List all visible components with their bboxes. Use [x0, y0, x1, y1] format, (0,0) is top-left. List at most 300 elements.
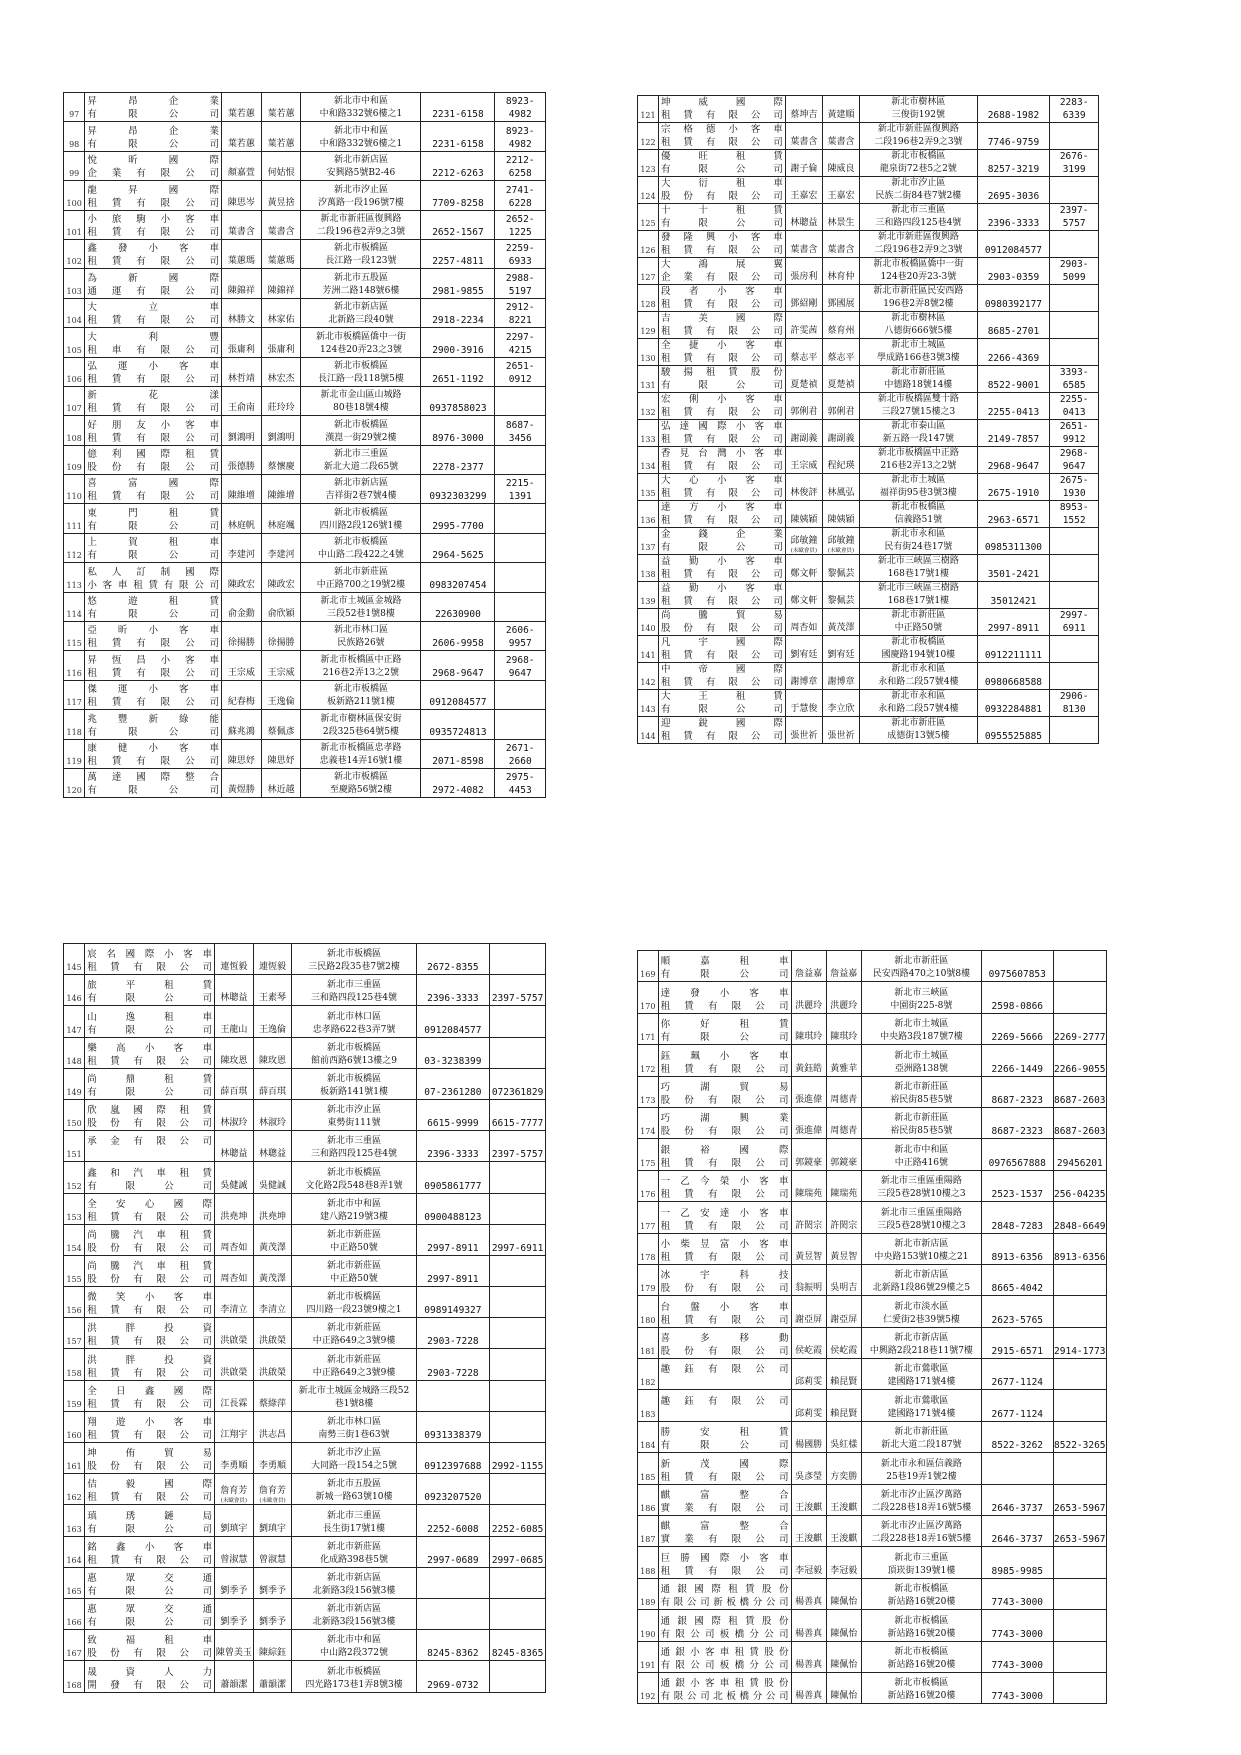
phone: 2266-4369 — [977, 339, 1050, 366]
company-name-char: 限 — [728, 191, 738, 202]
company-name-char: 車 — [209, 360, 220, 372]
address-line-1: 新北市板橋區忠孝路 — [320, 742, 402, 753]
company-name-line-2 — [87, 1117, 212, 1130]
table-row — [638, 1421, 1107, 1452]
company-name-line-1 — [87, 331, 219, 344]
company-name-char: 宇 — [700, 1270, 710, 1282]
row-number: 163 — [64, 1505, 85, 1536]
company-name-char: 公 — [755, 1395, 765, 1407]
phone-secondary: 2652-1225 — [495, 210, 546, 239]
contact-name: 李冠毅 — [830, 1565, 858, 1576]
company-name-char: 司 — [778, 1503, 789, 1515]
company-name-char: 昂 — [128, 96, 138, 108]
company-name-char: 有 — [705, 515, 716, 526]
address — [301, 651, 421, 680]
company-name-char: 司 — [202, 1086, 213, 1098]
representative — [215, 944, 254, 975]
representative — [222, 504, 262, 533]
company-name-char: 公 — [755, 1503, 765, 1515]
company-name-char: 賃 — [684, 1565, 694, 1577]
company-name-char: 通 — [202, 1604, 213, 1616]
company-name-line-2 — [87, 608, 219, 621]
representative — [222, 210, 262, 239]
company-name — [85, 768, 222, 797]
representative — [222, 357, 262, 386]
phone-secondary: 2653-5967 — [1053, 1484, 1106, 1515]
company-name-line-2 — [661, 649, 783, 662]
phone-secondary: 2255-0413 — [1050, 393, 1099, 420]
row-number: 191 — [638, 1641, 659, 1672]
company-name-char: 司 — [705, 1659, 715, 1671]
company-name-char: 限 — [125, 1086, 136, 1098]
company-name-line-2 — [661, 1690, 789, 1703]
company-name-char: 限 — [728, 461, 738, 472]
company-name-char: 大 — [660, 178, 671, 189]
phone-secondary — [1050, 285, 1099, 312]
phone: 2903-7228 — [416, 1349, 489, 1380]
phone-secondary: 2975-4453 — [495, 768, 546, 797]
address — [861, 1484, 981, 1515]
representative-name: 陳思妤 — [227, 755, 255, 766]
representative-name: 吳健誠 — [220, 1180, 248, 1191]
company-name-char: 限 — [728, 407, 738, 418]
company-name-char: 賃 — [683, 461, 693, 472]
row-number: 134 — [638, 447, 659, 474]
address — [861, 1359, 981, 1390]
address-line-1: 新北市汐止區汐萬路 — [880, 1490, 962, 1501]
phone: 2623-5765 — [981, 1296, 1053, 1327]
contact-person — [822, 177, 859, 204]
representative — [222, 651, 262, 680]
company-name-char: 業 — [683, 272, 693, 283]
representative-name: 吳彥瑩 — [795, 1471, 823, 1482]
representative-name: 楊善真 — [795, 1628, 823, 1639]
company-name — [85, 1630, 215, 1661]
company-name-char: 銀 — [677, 1615, 688, 1627]
company-name-char: 有 — [87, 109, 97, 121]
company-name-char: 賃 — [111, 697, 122, 709]
company-name-char: 有 — [87, 138, 97, 150]
company-name-char: 公 — [179, 1367, 189, 1379]
representative — [215, 1411, 254, 1442]
company-name-char: 公 — [164, 1523, 174, 1535]
company-name-char: 股 — [750, 367, 761, 378]
row-number: 182 — [638, 1359, 659, 1390]
company-name-char: 投 — [164, 1323, 174, 1335]
table-row — [638, 204, 1099, 231]
address-line-1: 新北市汐止區汐萬路 — [880, 1521, 962, 1532]
company-name-char: 國 — [735, 313, 746, 324]
company-name-char: 司 — [209, 403, 220, 415]
representative — [222, 739, 262, 768]
company-name-char: 車 — [202, 1042, 213, 1054]
contact-person — [261, 181, 301, 210]
company-name-char: 整 — [739, 1521, 750, 1533]
address-line-2: 忠義巷14弄16號1樓 — [319, 755, 403, 766]
contact-person — [822, 231, 859, 258]
representative — [791, 1233, 826, 1264]
company-name-char: 股 — [764, 1678, 774, 1690]
company-name-char: 新 — [713, 1597, 723, 1609]
representative — [791, 1013, 826, 1044]
company-name-char: 賃 — [683, 299, 693, 310]
representative-name: 陳曾美玉 — [215, 1648, 252, 1659]
company-name-char: 租 — [87, 1211, 97, 1223]
row-number: 157 — [64, 1318, 85, 1349]
company-name-line-1 — [661, 1018, 789, 1031]
company-name-char: 達 — [719, 1207, 730, 1219]
company-name-line-2 — [661, 622, 783, 635]
company-name — [85, 1068, 215, 1099]
company-name-char: 股 — [660, 1283, 671, 1295]
company-name-char: 賃 — [110, 1055, 120, 1067]
company-name-char: 賃 — [110, 1305, 120, 1317]
representative — [785, 204, 822, 231]
company-name-char: 限 — [128, 520, 138, 532]
company-name-char: 租 — [87, 962, 97, 974]
company-name-char: 公 — [735, 380, 746, 391]
registry-table-block-3 — [63, 943, 546, 1693]
phone: 7743-3000 — [981, 1610, 1053, 1641]
phone: 2688-1982 — [977, 96, 1050, 123]
row-number: 133 — [638, 420, 659, 447]
company-name-line-1 — [87, 654, 219, 667]
company-name-char: 國 — [168, 184, 179, 196]
table-row — [638, 1045, 1107, 1076]
representative — [785, 582, 822, 609]
company-name-char: 發 — [660, 232, 671, 243]
company-name-char: 租 — [87, 1430, 97, 1441]
company-name-char: 喜 — [660, 1333, 671, 1345]
company-name-char: 小 — [739, 1552, 750, 1564]
company-name-char: 騰 — [110, 1229, 120, 1241]
company-name-char: 司 — [209, 256, 220, 268]
representative-name: 林俊評 — [790, 488, 818, 498]
address — [301, 298, 421, 327]
representative-name: 陳琪玲 — [795, 1032, 823, 1043]
address-line-2: 板新路141號1樓 — [320, 1086, 388, 1097]
company-name-char: 限 — [156, 962, 166, 974]
company-name — [658, 1610, 791, 1641]
table-row — [64, 944, 546, 975]
company-name-line-1 — [661, 582, 783, 595]
company-name-line-2 — [661, 703, 783, 716]
address-line-2: 二段196巷2弄9之3號 — [316, 226, 406, 237]
company-name-char: 賃 — [110, 1492, 120, 1504]
table-row — [638, 582, 1099, 609]
representative — [215, 1661, 254, 1692]
company-name-char: 豐 — [209, 331, 220, 343]
representative — [222, 768, 262, 797]
phone-secondary: 2741-6228 — [495, 181, 546, 210]
company-name — [85, 269, 222, 298]
company-name-char: 公 — [168, 109, 179, 121]
contact-person — [826, 1610, 861, 1641]
company-name-char: 限 — [731, 1503, 742, 1515]
company-name-char: 龍 — [87, 184, 97, 196]
company-name-char: 力 — [202, 1666, 213, 1678]
phone-secondary — [490, 1318, 546, 1349]
row-number: 188 — [638, 1547, 659, 1578]
company-name — [658, 1641, 791, 1672]
company-name — [85, 1255, 215, 1286]
representative — [222, 475, 262, 504]
company-name-char: 限 — [160, 638, 171, 650]
company-name-char: 租 — [660, 326, 671, 337]
company-name-char: 賃 — [683, 596, 693, 607]
representative — [222, 181, 262, 210]
company-name — [658, 690, 785, 717]
company-name-line-1 — [87, 301, 219, 314]
company-name-char: 車 — [778, 1050, 789, 1062]
company-name-char: 租 — [87, 373, 97, 385]
table-row — [638, 951, 1107, 982]
phone-secondary: 8953-1552 — [1050, 501, 1099, 528]
row-number: 180 — [638, 1296, 659, 1327]
company-name-char: 公 — [755, 1251, 765, 1263]
representative-name: 鄧紹剛 — [790, 299, 818, 309]
representative — [215, 1536, 254, 1567]
company-name-line-1 — [87, 1634, 212, 1647]
company-name — [85, 1349, 215, 1380]
company-name-line-1 — [87, 1354, 212, 1367]
company-name-char: 司 — [773, 542, 783, 553]
company-name-char: 車 — [773, 502, 783, 513]
company-name-char: 公 — [179, 1679, 189, 1691]
address — [292, 1349, 416, 1380]
company-name-char: 賃 — [773, 691, 783, 702]
address — [292, 1411, 416, 1442]
company-name-char: 司 — [209, 315, 220, 327]
company-name-char: 橋 — [734, 1628, 745, 1640]
company-name-char: 限 — [698, 704, 708, 715]
company-name-char: 巧 — [660, 1113, 671, 1125]
company-name — [658, 258, 785, 285]
company-name-char: 客 — [178, 625, 189, 637]
company-name-char: 弘 — [660, 421, 671, 432]
company-name-char: 安 — [116, 1198, 126, 1210]
company-name-line-2 — [661, 217, 783, 230]
company-name-char: 有 — [660, 704, 671, 715]
company-name-char: 際 — [209, 272, 220, 284]
company-name-char: 公 — [185, 373, 195, 385]
company-name-char: 司 — [773, 137, 783, 148]
company-name-char: 公 — [750, 326, 761, 337]
company-name-line-2 — [87, 1211, 212, 1224]
phone-secondary: 2671-2660 — [495, 739, 546, 768]
company-name-line-1 — [87, 242, 219, 255]
address-line-2: 新站路16號20樓 — [887, 1659, 956, 1670]
company-name-char: 賃 — [209, 449, 220, 461]
phone: 2523-1537 — [981, 1170, 1053, 1201]
phone: 03-3238399 — [416, 1037, 489, 1068]
address-line-1: 新北市新莊區復興路 — [877, 232, 959, 242]
company-name-line-1 — [661, 231, 783, 244]
contact-name: 張世祈 — [827, 731, 855, 741]
address-line-2: 東勢街111號 — [327, 1118, 381, 1129]
company-name-line-2 — [661, 1251, 789, 1264]
phone-secondary — [1053, 1296, 1106, 1327]
address-line-1: 新北市土城區 — [894, 1019, 949, 1030]
representative — [791, 1170, 826, 1201]
contact-person — [261, 504, 301, 533]
table-row — [638, 123, 1099, 150]
address-line-2: 二段228巷18弄16號5樓 — [871, 1503, 972, 1514]
company-name-char: 際 — [773, 664, 783, 675]
table-row — [64, 533, 546, 562]
company-name-char: 司 — [202, 1679, 213, 1691]
table-row — [64, 151, 546, 180]
company-name-char: 賃 — [779, 1019, 789, 1031]
company-name-char: 公 — [750, 110, 761, 121]
company-name-char: 國 — [735, 718, 746, 729]
company-name-char: 興 — [739, 1113, 750, 1125]
company-name-line-1 — [87, 419, 219, 432]
contact-person — [253, 1661, 292, 1692]
company-name — [658, 420, 785, 447]
row-number: 137 — [638, 528, 659, 555]
company-name-char: 美 — [698, 313, 708, 324]
company-name-char: 租 — [87, 344, 97, 356]
company-name-char: 銀 — [675, 1678, 685, 1690]
company-name-char: 司 — [773, 596, 783, 607]
address-line-2: 216巷2弄13之2號 — [880, 461, 957, 471]
company-name-char: 公 — [750, 488, 761, 499]
contact-name: 連恆毅 — [259, 962, 287, 973]
table-row — [64, 768, 546, 797]
company-name-char: 份 — [778, 1646, 789, 1658]
company-name-char: 新 — [148, 713, 158, 725]
phone-secondary — [1053, 1641, 1106, 1672]
phone-secondary — [1053, 982, 1106, 1013]
address — [861, 1170, 981, 1201]
company-name-char: 賃 — [111, 315, 122, 327]
address-line-2: 新北大道二段187號 — [881, 1440, 962, 1451]
contact-person — [822, 258, 859, 285]
contact-person — [826, 1578, 861, 1609]
company-name-char: 租 — [739, 956, 750, 968]
company-name-char: 限 — [728, 731, 738, 742]
company-name-char: 客 — [750, 232, 761, 243]
company-name-char: 有 — [87, 609, 97, 621]
table-row — [638, 96, 1099, 123]
company-name-char: 順 — [660, 956, 671, 968]
company-name-char: 有 — [136, 403, 146, 415]
address-line-1: 新北市林口區 — [333, 625, 388, 636]
company-name-line-2 — [87, 992, 212, 1005]
address — [292, 1193, 416, 1224]
representative — [215, 1131, 254, 1162]
company-name-char: 股 — [660, 623, 671, 634]
table-row — [64, 386, 546, 415]
phone: 0912084577 — [977, 231, 1050, 258]
company-name-char: 晟 — [87, 1666, 97, 1678]
company-name-char: 昕 — [128, 155, 138, 167]
company-name-char: 限 — [125, 1024, 136, 1036]
row-number: 100 — [64, 181, 85, 210]
company-name-char: 公 — [179, 1398, 189, 1410]
address-line-1: 新北市板橋區 — [327, 1167, 382, 1178]
address-line-1: 新北市新莊區 — [327, 1261, 382, 1272]
company-name-char: 安 — [700, 1427, 710, 1439]
company-name-char: 小 — [164, 949, 174, 961]
contact-person — [822, 717, 859, 744]
company-name-char: 司 — [209, 168, 220, 180]
row-number: 135 — [638, 474, 659, 501]
company-name-char: 有 — [87, 550, 97, 562]
contact-name: 方奕勝 — [830, 1471, 858, 1482]
company-name-char: 有 — [136, 667, 146, 679]
address-line-2: 忠孝路622巷3弄7號 — [312, 1024, 396, 1035]
company-name-char: 有 — [707, 1063, 718, 1075]
contact-name: 陳琪玲 — [830, 1032, 858, 1043]
company-name-line-1 — [661, 1395, 789, 1408]
representative-name: 許雯茜 — [790, 326, 818, 336]
company-name-char: 限 — [698, 542, 708, 553]
phone-secondary — [1053, 1453, 1106, 1484]
company-name-char: 租 — [87, 1554, 97, 1566]
contact-person — [826, 1107, 861, 1138]
company-name-char: 旅 — [111, 213, 122, 225]
row-number: 184 — [638, 1421, 659, 1452]
address — [292, 1068, 416, 1099]
phone-secondary: 2676-3199 — [1050, 150, 1099, 177]
company-name-char: 公 — [185, 403, 195, 415]
table-row — [638, 636, 1099, 663]
company-name-line-1 — [661, 393, 783, 406]
company-name-line-1 — [661, 690, 783, 703]
company-name-line-2 — [661, 1031, 789, 1044]
address-line-2: 仁愛街2巷39號5樓 — [882, 1314, 960, 1325]
address — [861, 1390, 981, 1421]
company-name-char: 鑫 — [144, 1385, 155, 1397]
company-name-line-2 — [87, 961, 212, 974]
row-number: 176 — [638, 1170, 659, 1201]
company-name-char: 全 — [87, 1385, 97, 1397]
company-name-char: 限 — [156, 1136, 166, 1148]
company-name-char: 賃 — [110, 1430, 120, 1441]
address-line-1: 新北市板橋區 — [333, 684, 388, 695]
company-name-char: 公 — [690, 1628, 700, 1640]
company-name-char: 租 — [87, 197, 97, 209]
company-name — [658, 951, 791, 982]
representative-name: 王宗威 — [227, 667, 255, 678]
company-name-char: 際 — [160, 449, 171, 461]
company-name-char: 限 — [128, 138, 138, 150]
company-name-char: 小 — [87, 579, 97, 591]
representative — [791, 951, 826, 982]
phone: 0955525885 — [977, 717, 1050, 744]
company-name-char: 賃 — [779, 1427, 789, 1439]
company-name-char: 昇 — [87, 654, 97, 666]
table-row — [638, 1578, 1107, 1609]
address-line-2: 新五路一段147號 — [882, 434, 954, 444]
company-name-char: 國 — [136, 772, 146, 784]
table-row — [64, 1567, 546, 1598]
company-name-char: 資 — [202, 1323, 213, 1335]
company-name-char: 企 — [168, 96, 179, 108]
company-name-char: 司 — [202, 1274, 213, 1286]
company-name-line-2 — [87, 344, 219, 357]
company-name-char: 小 — [148, 243, 158, 255]
address-line-1: 新北市板橋區 — [891, 637, 946, 647]
representative-name: 洪麗玲 — [795, 1000, 823, 1011]
company-name-char: 盤 — [690, 1301, 700, 1313]
phone: 2606-9958 — [421, 622, 495, 651]
company-name — [85, 944, 215, 975]
company-name-line-2 — [87, 226, 219, 239]
company-name-char: 司 — [778, 1659, 789, 1671]
